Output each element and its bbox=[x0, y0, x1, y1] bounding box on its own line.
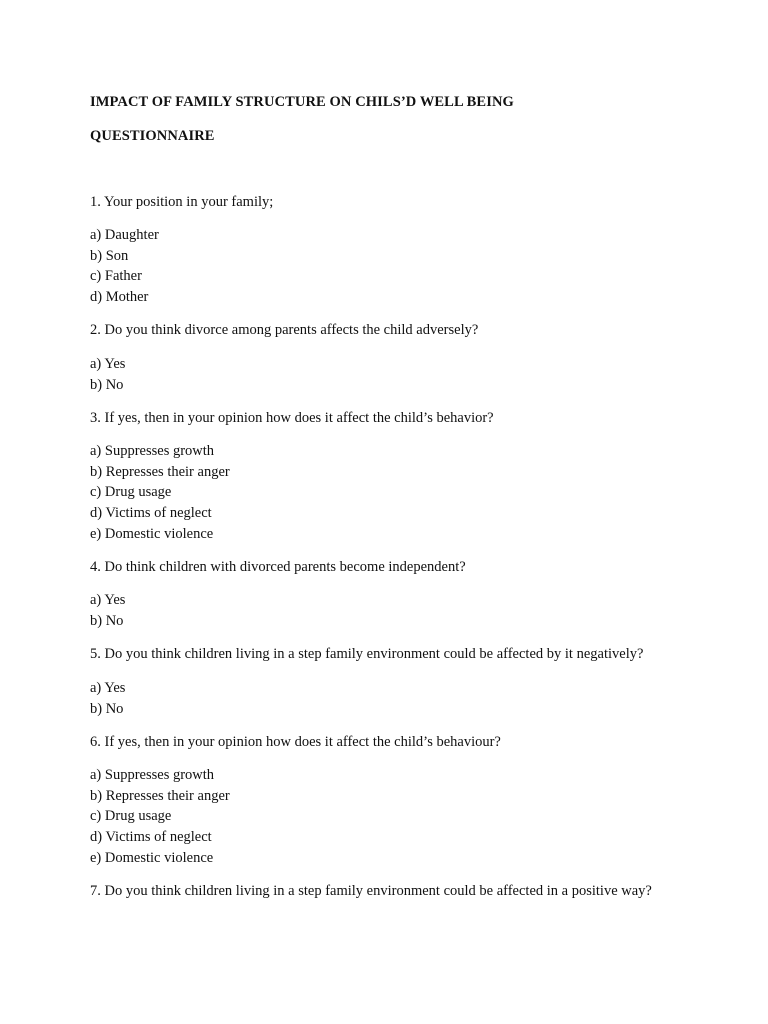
question-1-text: 1. Your position in your family; bbox=[90, 194, 274, 210]
question-1-option-c: c) Father bbox=[90, 268, 142, 284]
question-3-option-d: d) Victims of neglect bbox=[90, 505, 212, 521]
question-1-option-b: b) Son bbox=[90, 248, 129, 264]
question-7-text: 7. Do you think children living in a step family environment could be affected in a positive way? bbox=[90, 883, 652, 899]
question-1-option-a: a) Daughter bbox=[90, 227, 159, 243]
question-2-text: 2. Do you think divorce among parents affects the child adversely? bbox=[90, 322, 479, 338]
question-5-option-b: b) No bbox=[90, 701, 124, 717]
question-4-option-b: b) No bbox=[90, 613, 124, 629]
question-6-option-b: b) Represses their anger bbox=[90, 788, 230, 804]
question-6-text: 6. If yes, then in your opinion how does it affect the child’s behaviour? bbox=[90, 734, 501, 750]
question-3-option-b: b) Represses their anger bbox=[90, 464, 230, 480]
question-6-option-e: e) Domestic violence bbox=[90, 850, 214, 866]
question-2-option-a: a) Yes bbox=[90, 356, 126, 372]
question-1-option-d: d) Mother bbox=[90, 289, 149, 305]
question-3-option-a: a) Suppresses growth bbox=[90, 443, 215, 459]
question-6-option-d: d) Victims of neglect bbox=[90, 829, 212, 845]
question-5-text: 5. Do you think children living in a step family environment could be affected by it negatively? bbox=[90, 646, 644, 662]
document-title: IMPACT OF FAMILY STRUCTURE ON CHILS’D WELL BEING bbox=[90, 94, 514, 110]
question-6-option-a: a) Suppresses growth bbox=[90, 767, 215, 783]
question-6-option-c: c) Drug usage bbox=[90, 808, 172, 824]
question-5-option-a: a) Yes bbox=[90, 680, 126, 696]
question-2-option-b: b) No bbox=[90, 377, 124, 393]
question-3-option-c: c) Drug usage bbox=[90, 484, 172, 500]
question-3-text: 3. If yes, then in your opinion how does it affect the child’s behavior? bbox=[90, 410, 494, 426]
question-3-option-e: e) Domestic violence bbox=[90, 526, 214, 542]
question-4-text: 4. Do think children with divorced parents become independent? bbox=[90, 559, 466, 575]
question-4-option-a: a) Yes bbox=[90, 592, 126, 608]
document-subtitle: QUESTIONNAIRE bbox=[90, 128, 215, 144]
